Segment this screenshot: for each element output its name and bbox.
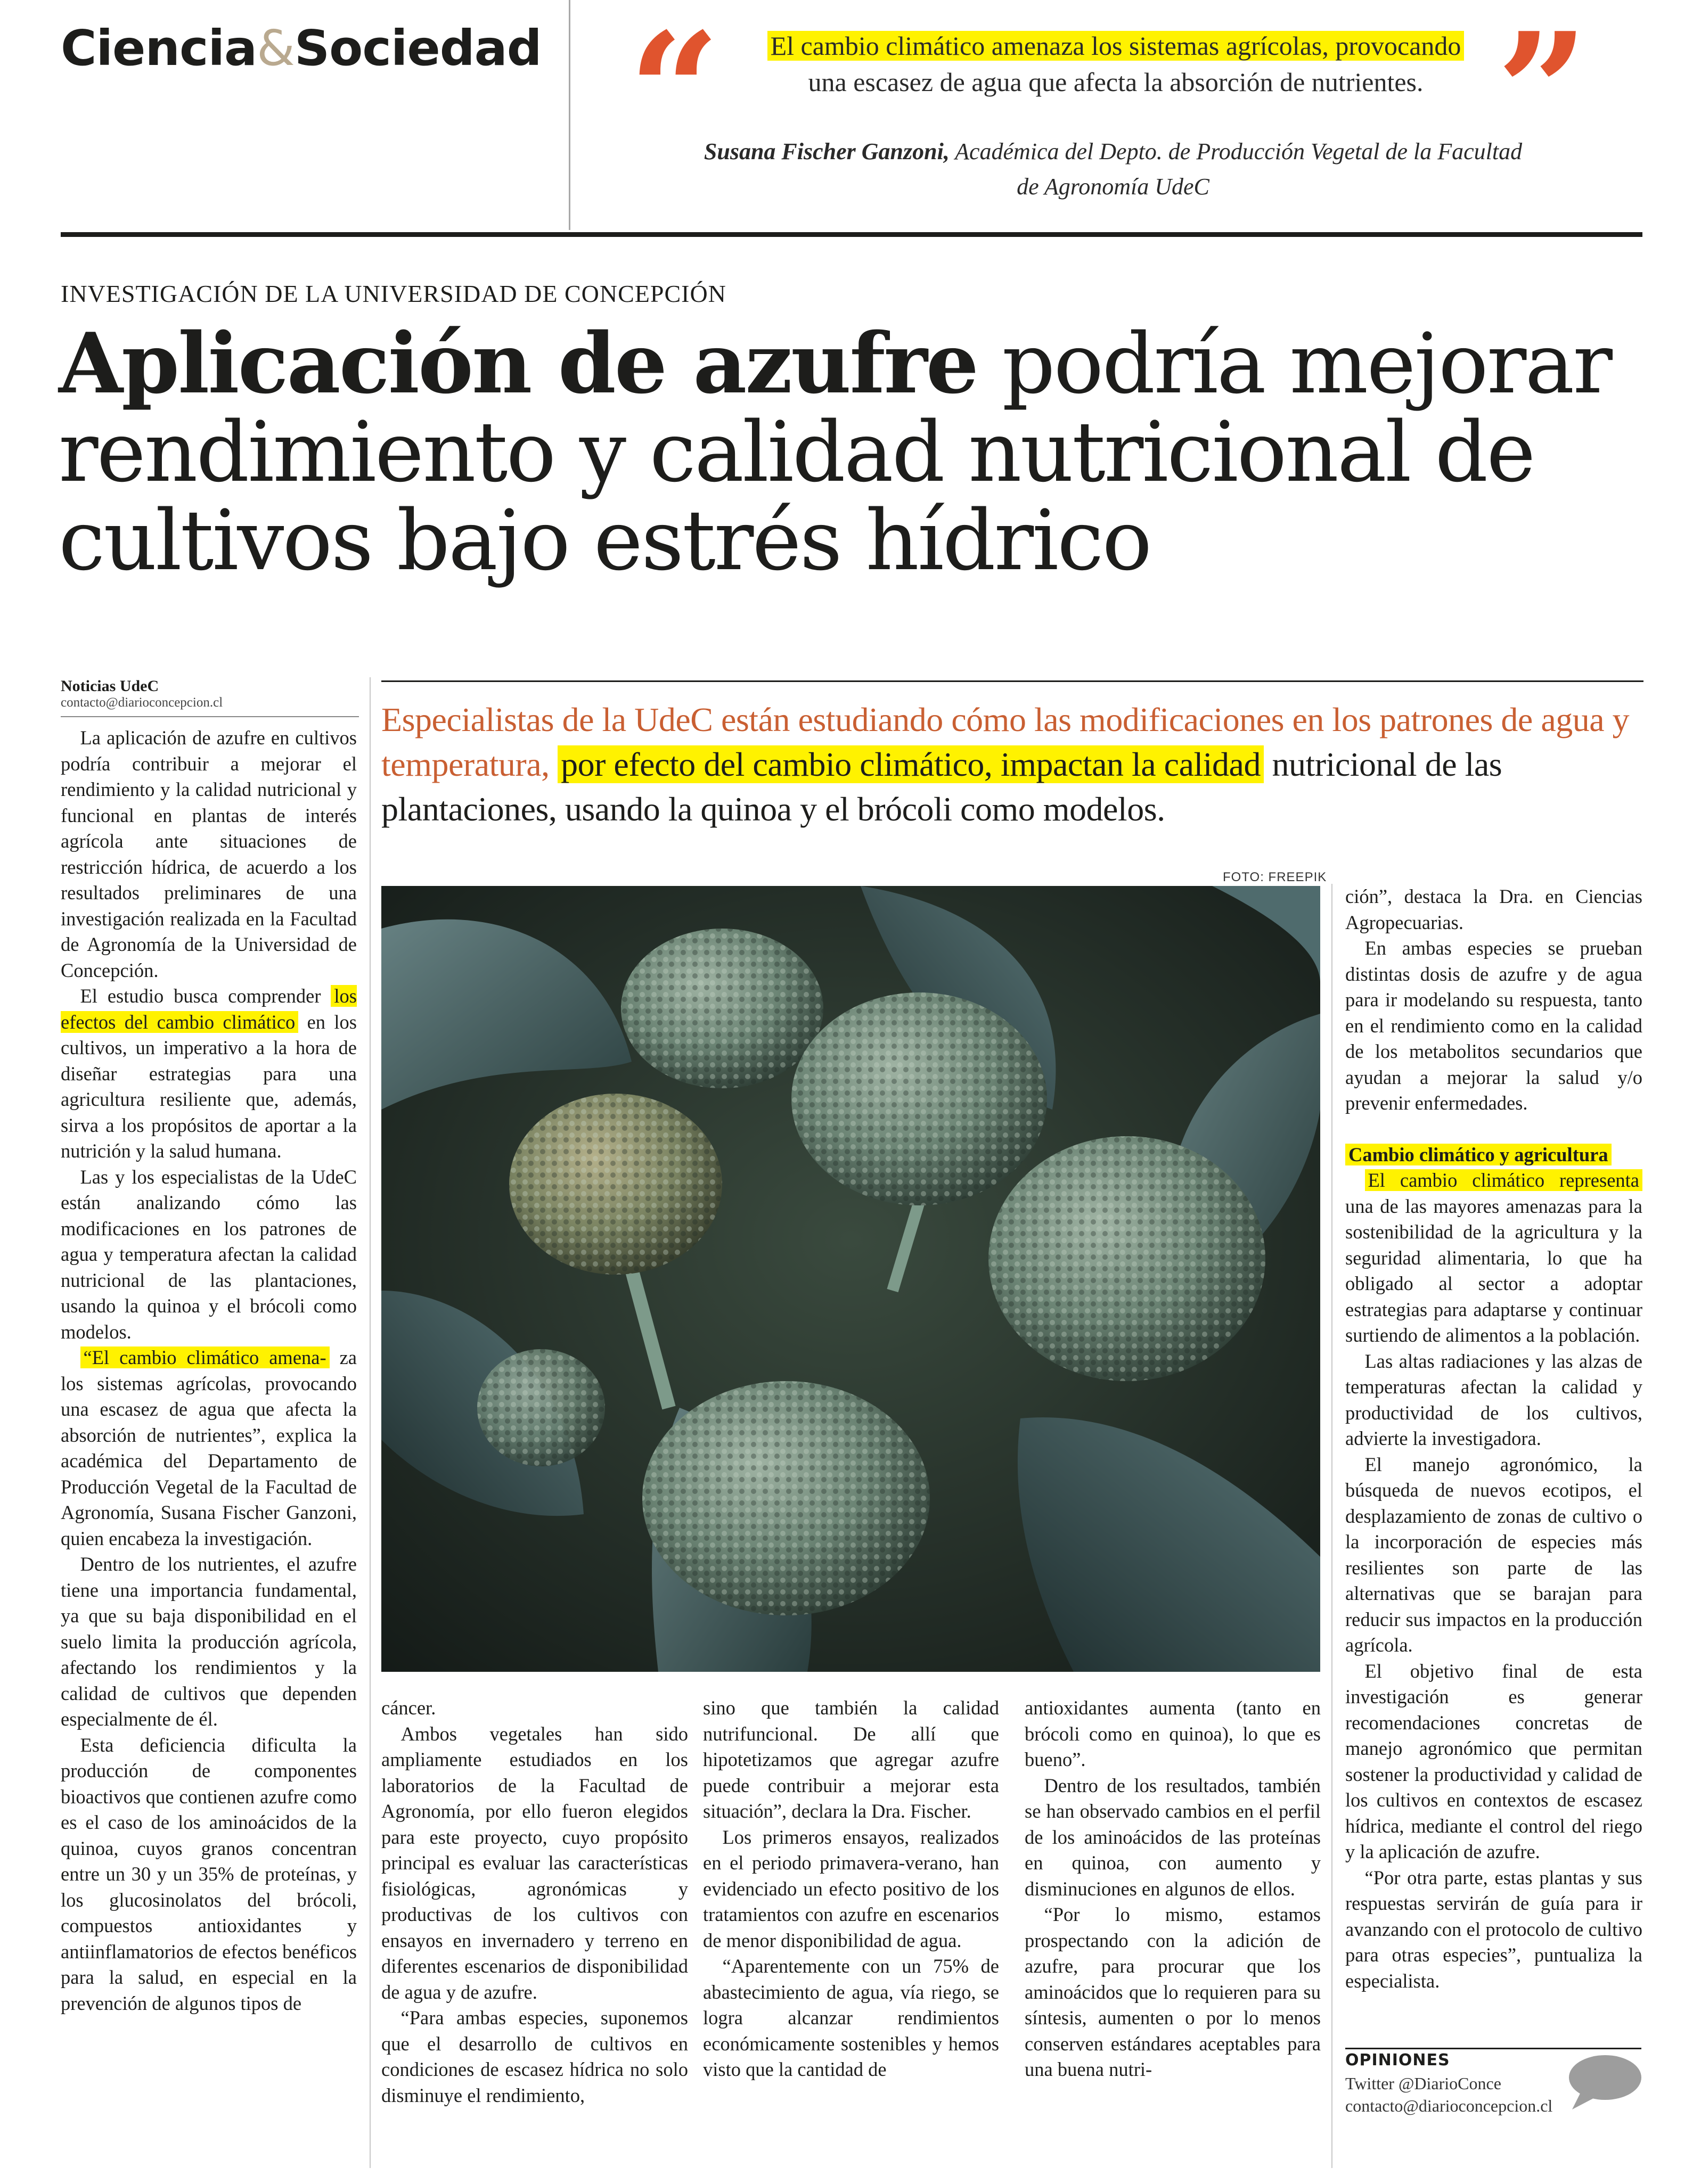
column-right: [1345, 884, 1642, 1994]
photo-credit: FOTO: FREEPIK: [1223, 870, 1327, 884]
column-divider: [370, 677, 371, 2168]
paragraph: Esta deficiencia dificulta la producción de componentes bioactivos que contienen azufre como es el caso de los aminoácidos de la quinoa, cuyos granos concentran entre un 30 y un 35% de proteínas, y los glucosinolatos del brócoli, compuestos antioxidantes y antiinflamatorios de efectos benéficos para la salud, en especial en la prevención de algunos tipos de: [61, 1734, 357, 2014]
pull-quote-author: [703, 134, 1523, 204]
paragraph: En ambas especies se prueban distintas dosis de azufre y de agua para ir modelando su respuesta, tanto en el rendimiento como en la calidad de los metabolitos secundarios que ayudan a mejorar la salud y/o prevenir enfermedades.: [1345, 937, 1642, 1114]
headline-rest: podría mejorar rendimiento y calidad nutricional de cultivos bajo estrés hídrico: [59, 315, 1611, 589]
paragraph: cáncer.: [381, 1697, 436, 1719]
paragraph: Dentro de los nutrientes, el azufre tiene una importancia fundamental, ya que su baja disponibilidad en el suelo limita la producción agrícola, afectando los rendimientos y la calidad de cultivos que dependen especialmente de él.: [61, 1553, 357, 1730]
subheading: [1345, 1142, 1642, 1168]
byline-rule: [61, 716, 359, 717]
paragraph: ción”, destaca la Dra. en Ciencias Agropecuarias.: [1345, 885, 1642, 933]
header-rule: [61, 232, 1642, 237]
speech-bubble-icon: [1565, 2053, 1642, 2112]
paragraph: [61, 1345, 357, 1551]
paragraph: El manejo agronómico, la búsqueda de nuevos ecotipos, el desplazamiento de zonas de cultivo o la incorporación de especies más resilientes son parte de las alternativas que se barajan para reducir sus impactos en la producción agrícola.: [1345, 1453, 1642, 1656]
section-ampersand: &: [257, 20, 295, 77]
article-headline: [59, 315, 1667, 589]
paragraph-text: en los cultivos, un imperativo a la hora de diseñar estrategias para una agricultura resiliente que, además, sirva a los propósitos de aportar a la nutrición y la salud humana.: [61, 1011, 357, 1162]
paragraph: [1345, 1168, 1642, 1349]
highlight-effects: los efectos del cambio climático: [61, 985, 357, 1033]
paragraph: “Por lo mismo, estamos prospectando con la adición de azufre, para procurar que los aminoácidos que lo requieren para su síntesis, aumenten o por lo menos conserven estándares aceptables para una buena nutri-: [1025, 1903, 1321, 2080]
paragraph: Los primeros ensayos, realizados en el periodo primavera-verano, han evidenciado un efecto positivo de los tratamientos con azufre en escenarios de menor disponibilidad de agua.: [703, 1826, 999, 1951]
opinions-email: contacto@diarioconcepcion.cl: [1345, 2096, 1553, 2115]
section-word-ciencia: Ciencia: [61, 20, 257, 77]
article-lead: [381, 697, 1643, 832]
column-bottom-3: [1025, 1695, 1321, 2083]
column-divider: [1331, 884, 1332, 2168]
paragraph: Dentro de los resultados, también se han observado cambios en el perfil de los aminoácidos de las proteínas en quinoa, con aumento y disminuciones en algunos de ellos.: [1025, 1774, 1321, 1900]
lead-orange-text: Especialistas de la UdeC están estudiando cómo las modificaciones en los patrones de agua y temperatura,: [381, 701, 1630, 783]
headline-bold: Aplicación de azufre: [59, 315, 978, 412]
pull-quote-author-name: Susana Fischer Ganzoni,: [704, 138, 950, 165]
opinions-title: OPINIONES: [1345, 2051, 1450, 2070]
paragraph: Ambos vegetales han sido ampliamente estudiados en los laboratorios de la Facultad de Agronomía, por ello fueron elegidos para este proyecto, cuyo propósito principal es evaluar las características fisiológicas, agronómicas y productivas de los cultivos con ensayos en invernadero y terreno en diferentes escenarios de disponibilidad de agua y de azufre.: [381, 1722, 688, 2003]
column-left: [61, 725, 357, 2016]
paragraph: El objetivo final de esta investigación es generar recomendaciones concretas de manejo agronómico que permitan sostener la productividad y calidad de los cultivos en contextos de escasez hídrica, mediante el control del riego y la aplicación de azufre.: [1345, 1660, 1642, 1862]
pull-quote-highlight: El cambio climático amenaza los sistemas agrícolas, provocando: [767, 31, 1465, 61]
byline-email: contacto@diarioconcepcion.cl: [61, 695, 223, 710]
subheading-text: Cambio climático y agricultura: [1345, 1144, 1612, 1165]
highlight-quote: “El cambio climático amena-: [80, 1346, 330, 1368]
paragraph: “Aparentemente con un 75% de abastecimiento de agua, vía riego, se logra alcanzar rendimientos económicamente sostenibles y hemos visto que la cantidad de: [703, 1955, 999, 2080]
quote-open-icon: “: [628, 0, 721, 185]
section-word-sociedad: Sociedad: [294, 20, 542, 77]
paragraph-text: una de las mayores amenazas para la sostenibilidad de la agricultura y la seguridad alimentaria, lo que ha obligado al sector a adoptar estrategias para adaptarse y continuar surtiendo de alimentos a la población.: [1345, 1195, 1642, 1346]
lead-highlight: por efecto del cambio climático, impactan la calidad: [558, 745, 1264, 783]
paragraph-text: za los sistemas agrícolas, provocando una escasez de agua que afecta la absorción de nutrientes”, explica la académica del Departamento de Producción Vegetal de la Facultad de Agronomía, Susana Fischer Ganzoni, quien encabeza la investigación.: [61, 1346, 357, 1549]
pull-quote-author-role: Académica del Depto. de Producción Vegetal de la Facultad de Agronomía UdeC: [955, 138, 1523, 200]
lead-rule: [381, 680, 1643, 682]
paragraph: antioxidantes aumenta (tanto en brócoli como en quinoa), lo que es bueno”.: [1025, 1697, 1321, 1770]
paragraph-text: El estudio busca comprender: [80, 985, 331, 1007]
paragraph: Las altas radiaciones y las alzas de temperaturas afectan la calidad y productividad de los cultivos, advierte la investigadora.: [1345, 1350, 1642, 1449]
column-bottom-1: [381, 1695, 688, 2108]
paragraph: “Por otra parte, estas plantas y sus respuestas servirán de guía para ir avanzando con el protocolo de cultivo para otras especies”, puntualiza la especialista.: [1345, 1866, 1642, 1992]
column-bottom-2: [703, 1695, 999, 2083]
lead-rest: nutricional de las plantaciones, usando la quinoa y el brócoli como modelos.: [381, 745, 1502, 828]
section-logo: [61, 19, 542, 78]
header-divider: [569, 0, 570, 230]
byline-name: Noticias UdeC: [61, 677, 159, 695]
broccoli-photo: [381, 886, 1320, 1672]
opinions-rule: [1345, 2048, 1641, 2049]
paragraph: sino que también la calidad nutrifuncional. De allí que hipotetizamos que agregar azufre puede contribuir a mejorar esta situación”, declara la Dra. Fischer.: [703, 1697, 999, 1822]
quote-close-icon: ”: [1496, 0, 1589, 185]
opinions-twitter: Twitter @DiarioConce: [1345, 2074, 1501, 2093]
paragraph: [61, 983, 357, 1164]
pull-quote: [724, 28, 1507, 100]
article-kicker: INVESTIGACIÓN DE LA UNIVERSIDAD DE CONCEPCIÓN: [61, 280, 726, 307]
pull-quote-rest: una escasez de agua que afecta la absorción de nutrientes.: [808, 67, 1424, 97]
paragraph: “Para ambas especies, suponemos que el desarrollo de cultivos en condiciones de escasez hídrica no solo disminuye el rendimiento,: [381, 2007, 688, 2106]
paragraph: La aplicación de azufre en cultivos podría contribuir a mejorar el rendimiento y la calidad nutricional y funcional en plantas de interés agrícola ante situaciones de restricción hídrica, de acuerdo a los resultados preliminares de una investigación realizada en la Facultad de Agronomía de la Universidad de Concepción.: [61, 727, 357, 981]
highlight-represents: El cambio climático representa: [1365, 1169, 1643, 1191]
paragraph: Las y los especialistas de la UdeC están analizando cómo las modificaciones en los patrones de agua y temperatura afectan la calidad nutricional de las plantaciones, usando la quinoa y el brócoli como modelos.: [61, 1165, 357, 1343]
